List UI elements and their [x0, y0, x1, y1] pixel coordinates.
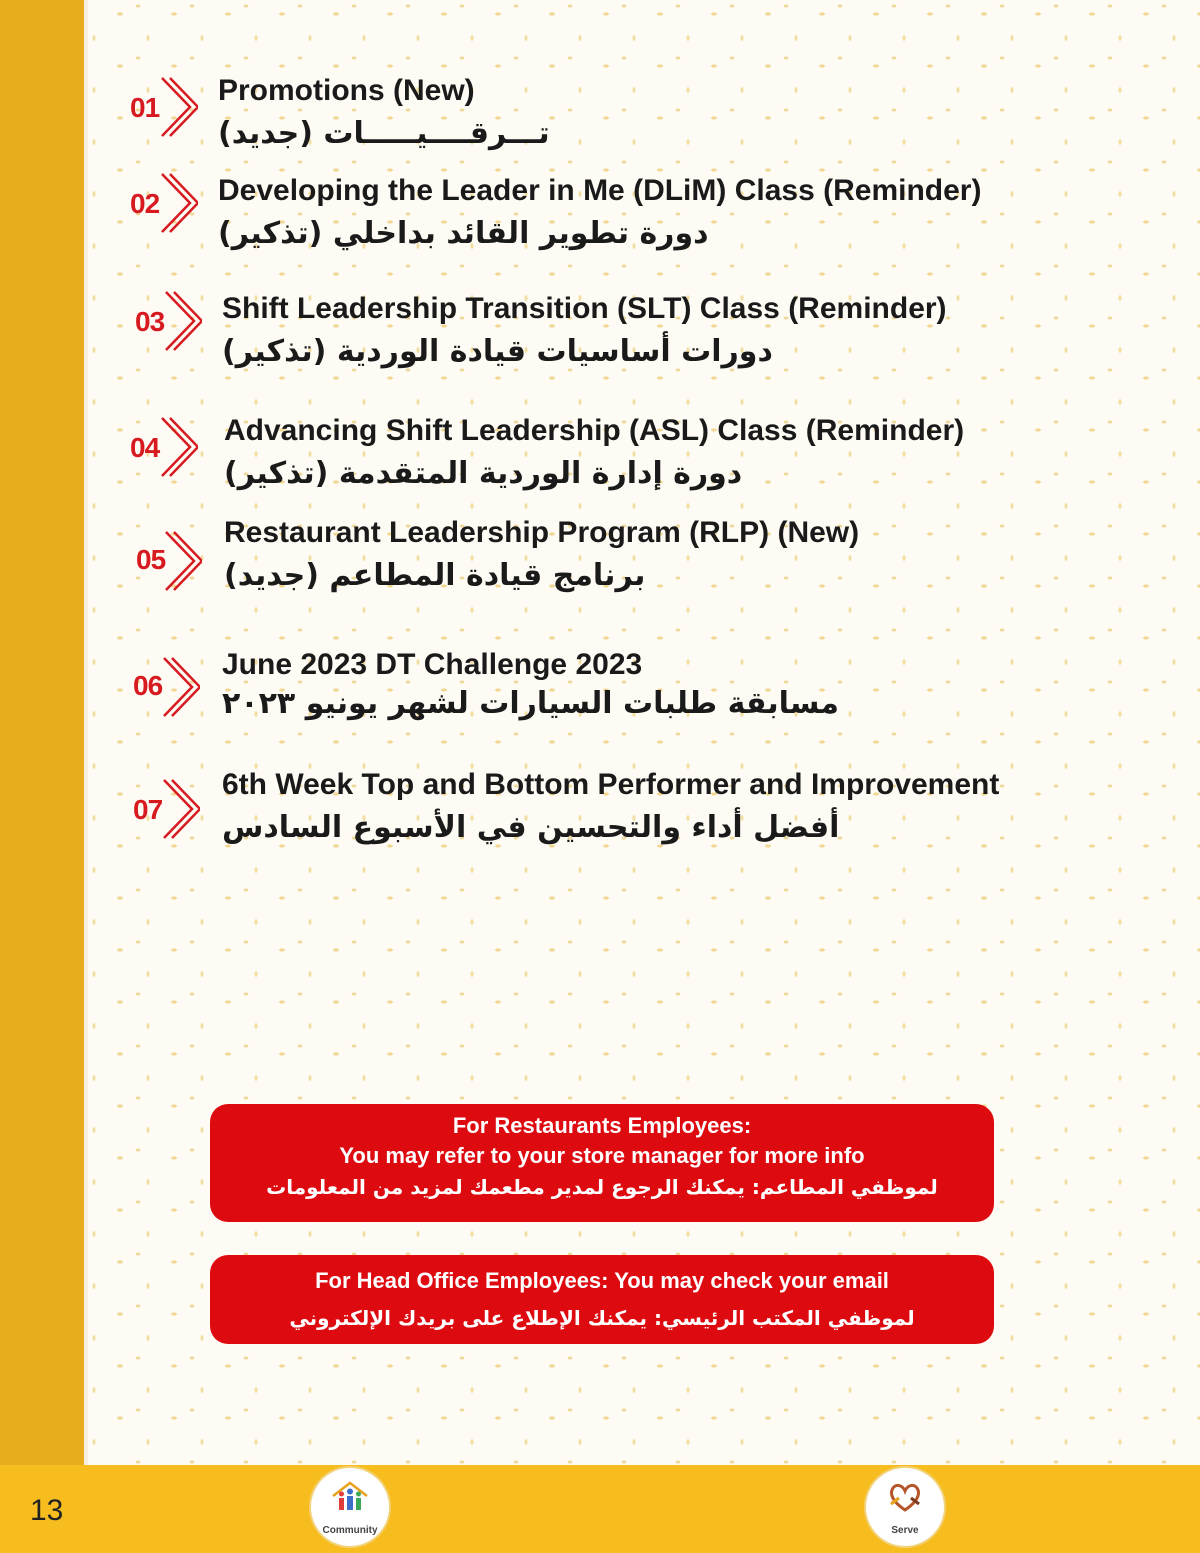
item-number: 03	[135, 306, 165, 337]
item-number: 04	[130, 432, 160, 463]
restaurants-notice	[210, 1104, 994, 1222]
notice-arabic: لموظفي المكتب الرئيسي: يمكنك الإطلاع على بريدك الإلكتروني	[289, 1306, 915, 1330]
item-title-arabic: تـــرقــــيـــــات (جديد)	[218, 116, 550, 151]
agenda-item-02	[130, 172, 1130, 282]
double-chevron-icon	[158, 76, 198, 138]
item-title-english: June 2023 DT Challenge 2023	[222, 648, 643, 681]
item-number: 02	[130, 188, 160, 219]
notice-body: You may refer to your store manager for more info	[339, 1143, 865, 1168]
notice-heading: For Head Office Employees: You may check your email	[315, 1268, 889, 1293]
agenda-item-05	[130, 514, 1130, 624]
item-title-english: Restaurant Leadership Program (RLP) (New)	[224, 516, 860, 549]
double-chevron-icon	[160, 778, 200, 840]
item-title-arabic: برنامج قيادة المطاعم (جديد)	[224, 558, 646, 593]
agenda-item-06	[130, 646, 1130, 756]
head-office-notice	[210, 1255, 994, 1344]
item-number: 07	[133, 794, 163, 825]
double-chevron-icon	[162, 530, 202, 592]
double-chevron-icon	[158, 172, 198, 234]
item-number: 05	[136, 544, 166, 575]
double-chevron-icon	[162, 290, 202, 352]
badge-label: Community	[322, 1525, 378, 1536]
left-bar-edge	[84, 0, 88, 1465]
badge-label: Serve	[891, 1525, 919, 1536]
item-title-english: Promotions (New)	[218, 74, 475, 107]
item-number: 01	[130, 92, 160, 123]
item-title-arabic: مسابقة طلبات السيارات لشهر يونيو ٢٠٢٣	[222, 686, 839, 721]
notice-heading: For Restaurants Employees:	[452, 1113, 752, 1138]
left-gold-bar	[0, 0, 84, 1553]
item-number: 06	[133, 670, 163, 701]
bottom-gold-bar	[0, 1465, 1200, 1553]
agenda-item-07	[130, 766, 1130, 876]
item-title-english: 6th Week Top and Bottom Performer and Improvement	[222, 768, 1000, 801]
item-title-arabic: دورة تطوير القائد بداخلي (تذكير)	[218, 216, 709, 251]
agenda-item-03	[130, 290, 1130, 400]
agenda-item-01	[130, 72, 1130, 182]
page-number: 13	[30, 1494, 64, 1527]
item-title-english: Advancing Shift Leadership (ASL) Class (Reminder)	[224, 414, 965, 447]
item-title-arabic: أفضل أداء والتحسين في الأسبوع السادس	[222, 810, 840, 845]
item-title-arabic: دورات أساسيات قيادة الوردية (تذكير)	[222, 334, 773, 369]
double-chevron-icon	[158, 416, 198, 478]
serve-badge	[866, 1468, 944, 1546]
item-title-english: Developing the Leader in Me (DLiM) Class (Reminder)	[218, 174, 982, 207]
heart-hands-icon	[885, 1480, 925, 1514]
notice-arabic: لموظفي المطاعم: يمكنك الرجوع لمدير مطعمك لمزيد من المعلومات	[266, 1175, 938, 1199]
agenda-item-04	[130, 412, 1130, 522]
community-badge	[311, 1468, 389, 1546]
community-house-icon	[330, 1480, 370, 1514]
item-title-english: Shift Leadership Transition (SLT) Class (Reminder)	[222, 292, 947, 325]
item-title-arabic: دورة إدارة الوردية المتقدمة (تذكير)	[224, 456, 743, 491]
double-chevron-icon	[160, 656, 200, 718]
